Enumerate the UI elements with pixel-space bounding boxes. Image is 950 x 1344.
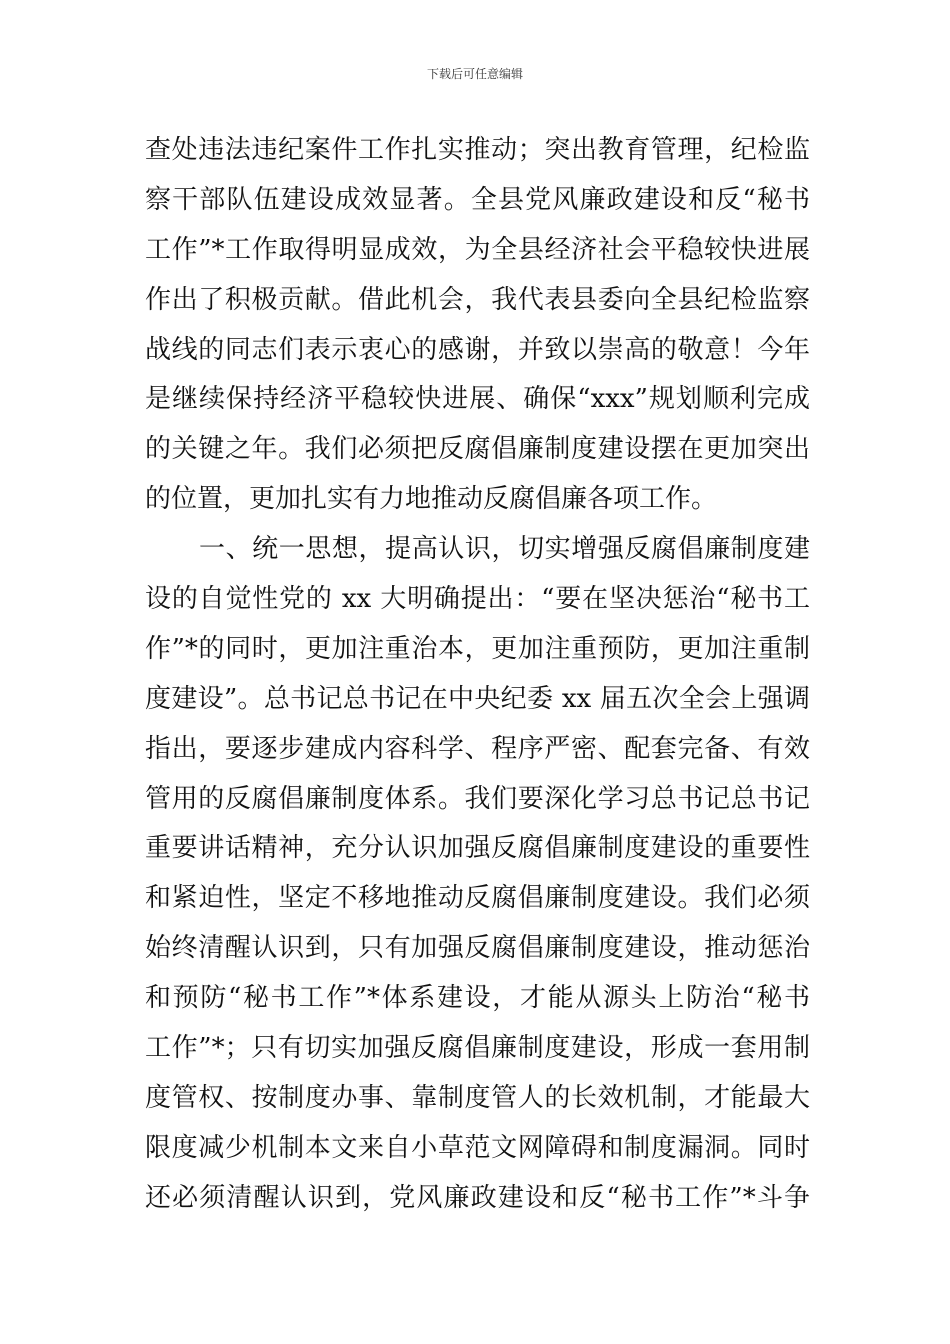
text-line: 重要讲话精神，充分认识加强反腐倡廉制度建设的重要性 [145, 833, 810, 864]
text-line: 管用的反腐倡廉制度体系。我们要深化学习总书记总书记 [145, 783, 810, 814]
body-text [145, 126, 810, 1224]
text-line: 作出了积极贡献。借此机会，我代表县委向全县纪检监察 [145, 284, 810, 315]
text-line: 的位置，更加扎实有力地推动反腐倡廉各项工作。 [145, 484, 718, 515]
text-line: 察干部队伍建设成效显著。全县党风廉政建设和反“秘书 [145, 184, 810, 215]
text-line: 指出，要逐步建成内容科学、程序严密、配套完备、有效 [145, 733, 810, 764]
section-heading-line: 一、统一思想，提高认识，切实增强反腐倡廉制度建 [199, 534, 810, 565]
text-line: 度建设”。总书记总书记在中央纪委 xx 届五次全会上强调 [145, 683, 810, 714]
text-line: 工作”*工作取得明显成效，为全县经济社会平稳较快进展 [145, 234, 810, 265]
text-line: 的关键之年。我们必须把反腐倡廉制度建设摆在更加突出 [145, 434, 810, 465]
text-line: 还必须清醒认识到，党风廉政建设和反“秘书工作”*斗争 [145, 1182, 810, 1213]
text-line: 战线的同志们表示衷心的感谢，并致以崇高的敬意！今年 [145, 334, 810, 365]
text-line: 和紧迫性，坚定不移地推动反腐倡廉制度建设。我们必须 [145, 883, 810, 914]
text-line: 工作”*；只有切实加强反腐倡廉制度建设，形成一套用制 [145, 1033, 810, 1064]
text-line: 度管权、按制度办事、靠制度管人的长效机制，才能最大 [145, 1082, 810, 1113]
text-line: 设的自觉性党的 xx 大明确提出：“要在坚决惩治“秘书工 [145, 584, 810, 615]
text-line: 始终清醒认识到，只有加强反腐倡廉制度建设，推动惩治 [145, 933, 810, 964]
header-note: 下载后可任意编辑 [426, 67, 523, 81]
text-line: 是继续保持经济平稳较快进展、确保“xxx”规划顺利完成 [145, 384, 810, 415]
text-line: 和预防“秘书工作”*体系建设，才能从源头上防治“秘书 [145, 983, 810, 1014]
text-line: 作”*的同时，更加注重治本，更加注重预防，更加注重制 [145, 633, 810, 664]
text-line: 限度减少机制本文来自小草范文网障碍和制度漏洞。同时 [145, 1132, 810, 1163]
text-line: 查处违法违纪案件工作扎实推动；突出教育管理，纪检监 [145, 135, 810, 165]
